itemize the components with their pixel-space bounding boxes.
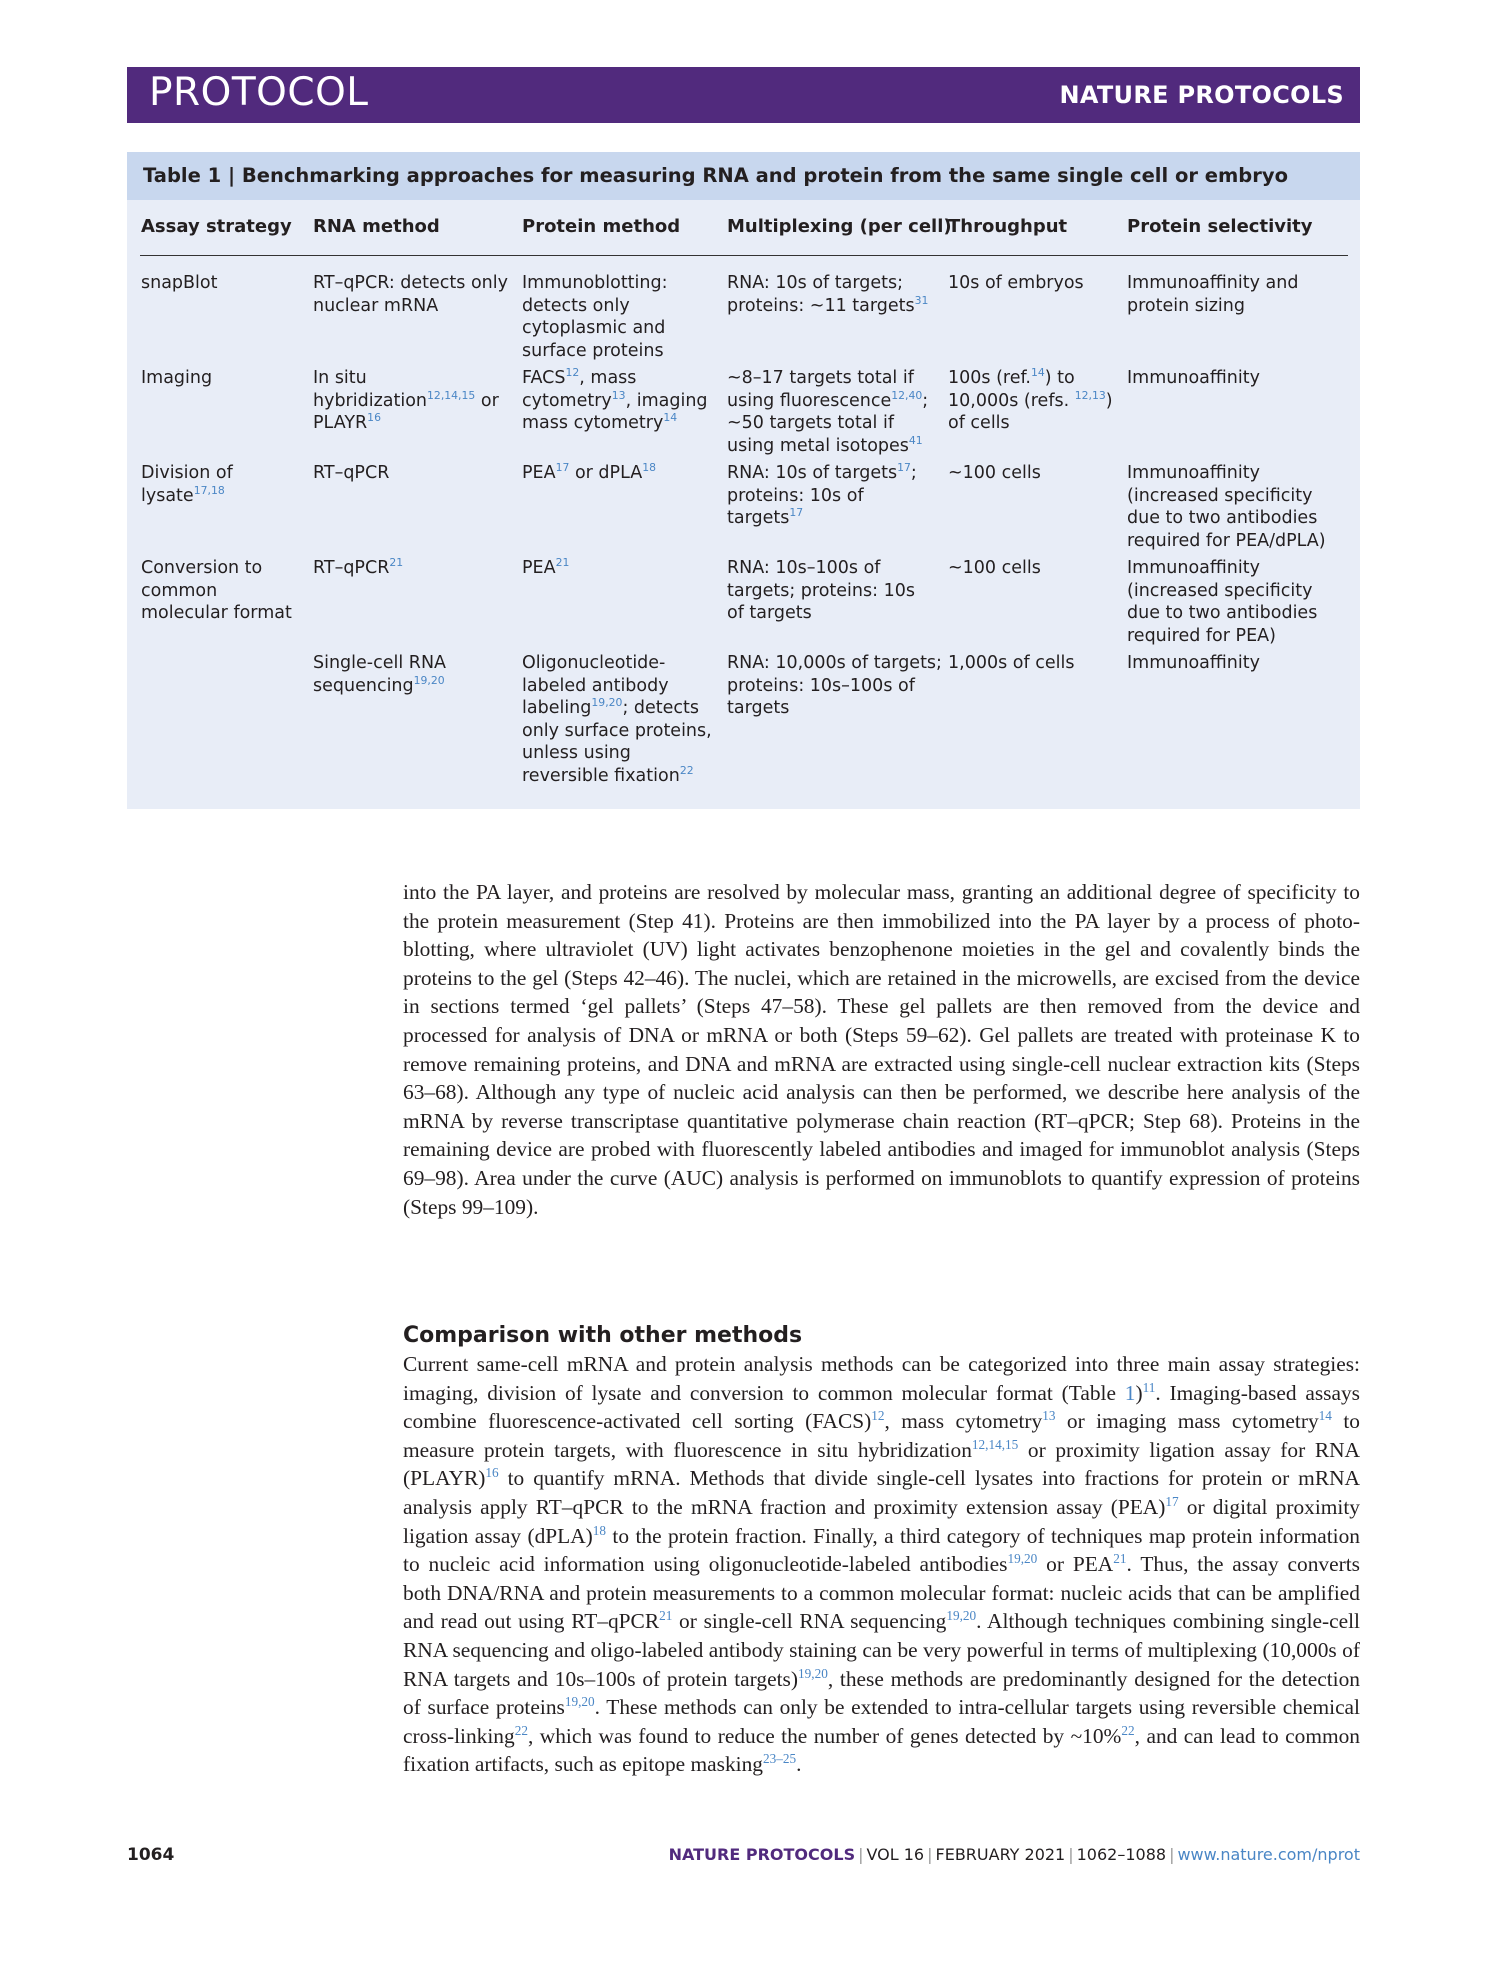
citation-ref[interactable]: 16 (485, 1465, 499, 1481)
page-header (127, 67, 1360, 123)
citation-ref[interactable]: 19,20 (946, 1608, 977, 1624)
text-run: or imaging mass cytometry (1055, 1409, 1319, 1434)
text-run: to the protein fraction. Finally, a third category of techniques map protein information to nucleic acid information using oligonucleotide-labeled antibodies (403, 1523, 1360, 1577)
text-run: , these methods are predominantly designed for the detection of surface proteins (403, 1666, 1360, 1720)
text-run: , which was found to reduce the number of genes detected by ~10% (527, 1723, 1122, 1748)
text-run: . Thus, the assay converts both DNA/RNA and protein measurements to a common molecular format: nucleic acids that can be amplified and read out using RT–qPCR (403, 1552, 1360, 1634)
section-label: PROTOCOL (149, 70, 369, 115)
body-paragraph-1: into the PA layer, and proteins are resolved by molecular mass, granting an additional degree of specificity to the protein measurement (Step 41). Proteins are then immobilized into the PA layer by a process of photo-blotting, where ultraviolet (UV) light activates benzophenone moieties in the gel and covalently binds the proteins to the gel (Steps 42–46). The nuclei, which are retained in the microwells, are excised from the device in sections termed ‘gel pallets’ (Steps 47–58). These gel pallets are then removed from the device and processed for analysis of DNA or mRNA or both (Steps 59–62). Gel pallets are treated with proteinase K to remove remaining proteins, and DNA and mRNA are extracted using single-cell nuclear extraction kits (Steps 63–68). Although any type of nucleic acid analysis can then be performed, we describe here analysis of the mRNA by reverse transcriptase quantitative polymerase chain reaction (RT–qPCR; Step 68). Proteins in the remaining device are probed with fluorescently labeled antibodies and imaged for immunoblot analysis (Steps 69–98). Area under the curve (AUC) analysis is performed on immunoblots to quantify expression of proteins (Steps 99–109). (403, 880, 1360, 1219)
col-header-assay-strategy: Assay strategy (141, 216, 292, 237)
citation-ref[interactable]: 14 (1318, 1408, 1332, 1424)
row1-protein: Immunoblotting: detects only cytoplasmic and surface proteins (522, 273, 668, 361)
footer-url[interactable]: www.nature.com/nprot (1177, 1845, 1360, 1864)
col-header-rna-method: RNA method (313, 216, 440, 237)
text-run: or PEA (1037, 1552, 1114, 1577)
text-run: or single-cell RNA sequencing (672, 1609, 947, 1634)
text-run: to quantify mRNA. Methods that divide single-cell lysates into fractions for protein or mRNA analysis apply RT–qPCR to the mRNA fraction and proximity extension assay (PEA) (403, 1466, 1360, 1519)
table-ref-link[interactable]: 1 (1124, 1380, 1136, 1405)
citation-ref[interactable]: 22 (1121, 1722, 1135, 1738)
row1-strategy: snapBlot (141, 273, 218, 293)
citation-ref[interactable]: 11 (1142, 1379, 1156, 1395)
row3-throughput: ~100 cells (948, 463, 1041, 483)
row5-protein: Oligonucleotide-labeled antibody labeling$^{19,20}$; detects only surface proteins, unless using reversible fixation$^{22}$ (522, 653, 712, 786)
row5-rna: Single-cell RNA sequencing$^{19,20}$ (313, 653, 447, 696)
citation-ref[interactable]: 22 (514, 1722, 528, 1738)
text-run: or proximity ligation assay for RNA (PLAYR) (403, 1437, 1360, 1491)
row3-strategy: Division of lysate$^{17,18}$ (141, 463, 233, 506)
col-header-multiplexing: Multiplexing (per cell) (727, 216, 952, 237)
row4-protein: PEA$^{21}$ (522, 556, 570, 578)
row4-rna: RT–qPCR$^{21}$ (313, 556, 404, 578)
page-number: 1064 (127, 1845, 175, 1865)
citation-ref[interactable]: 12,14,15 (971, 1436, 1019, 1452)
row1-throughput: 10s of embryos (948, 273, 1084, 293)
text-run: . Although techniques combining single-cell RNA sequencing and oligo-labeled antibody staining can be very powerful in terms of multiplexing (10,000s of RNA targets and 10s–100s of protein targets) (403, 1609, 1361, 1691)
row2-throughput: 100s (ref.$^{14}$) to 10,000s (refs. $^{12,13}$) of cells (948, 366, 1113, 433)
row3-selectivity: Immunoaffinity (increased specificity due to two antibodies required for PEA/dPLA) (1127, 463, 1326, 551)
row1-selectivity: Immunoaffinity and protein sizing (1127, 273, 1299, 316)
footer-citation: NATURE PROTOCOLS | VOL 16 | FEBRUARY 2021 | 1062–1088 | www.nature.com/nprot (668, 1845, 1360, 1864)
row3-rna: RT–qPCR (313, 463, 390, 483)
citation-ref[interactable]: 19,20 (1007, 1551, 1038, 1567)
row2-protein: FACS$^{12}$, mass cytometry$^{13}$, imaging mass cytometry$^{14}$ (522, 366, 708, 433)
row2-selectivity: Immunoaffinity (1127, 368, 1260, 388)
journal-name: NATURE PROTOCOLS (1059, 81, 1344, 109)
text-run: ) (1135, 1380, 1143, 1405)
row1-multiplex: RNA: 10s of targets; proteins: ~11 targets$^{31}$ (727, 273, 929, 316)
col-header-protein-method: Protein method (522, 216, 681, 237)
col-header-throughput: Throughput (948, 216, 1068, 237)
citation-ref[interactable]: 13 (1042, 1408, 1056, 1424)
citation-ref[interactable]: 17 (1165, 1493, 1179, 1509)
row2-rna: In situ hybridization$^{12,14,15}$ or PLAYR$^{16}$ (313, 368, 499, 433)
col-header-protein-selectivity: Protein selectivity (1127, 216, 1313, 237)
row4-selectivity: Immunoaffinity (increased specificity due to two antibodies required for PEA) (1127, 558, 1318, 646)
row4-multiplex: RNA: 10s–100s of targets; proteins: 10s of targets (727, 558, 915, 623)
row4-strategy: Conversion to common molecular format (141, 558, 292, 623)
row5-throughput: 1,000s of cells (948, 653, 1075, 673)
text-run: to measure protein targets, with fluorescence in situ hybridization (403, 1409, 1360, 1462)
citation-ref[interactable]: 23–25 (762, 1751, 797, 1767)
row3-multiplex: RNA: 10s of targets$^{17}$; proteins: 10s of targets$^{17}$ (727, 461, 917, 528)
footer-date: FEBRUARY 2021 (935, 1845, 1066, 1864)
section-heading: Comparison with other methods (403, 1323, 803, 1348)
body-paragraph-2 (403, 1350, 1360, 1779)
row1-rna: RT–qPCR: detects only nuclear mRNA (313, 273, 508, 316)
header-rule (140, 255, 1348, 256)
citation-ref[interactable]: 21 (1113, 1551, 1127, 1567)
text-run: , mass cytometry (884, 1409, 1043, 1434)
row5-selectivity: Immunoaffinity (1127, 653, 1260, 673)
table-caption: Table 1 | Benchmarking approaches for measuring RNA and protein from the same single cell or embryo (127, 152, 1360, 200)
citation-ref[interactable]: 21 (659, 1608, 673, 1624)
row5-multiplex: RNA: 10,000s of targets; proteins: 10s–100s of targets (727, 653, 942, 718)
citation-ref[interactable]: 12 (871, 1408, 885, 1424)
row2-multiplex: ~8–17 targets total if using fluorescence$^{12,40}$; ~50 targets total if using metal isotopes$^{41}$ (727, 368, 929, 456)
text-run: , and can lead to common fixation artifacts, such as epitope masking (403, 1723, 1361, 1777)
row4-throughput: ~100 cells (948, 558, 1041, 578)
footer-volume: VOL 16 (866, 1845, 925, 1864)
footer-pages: 1062–1088 (1076, 1845, 1167, 1864)
row2-strategy: Imaging (141, 368, 213, 388)
citation-ref[interactable]: 18 (592, 1522, 607, 1538)
footer-journal: NATURE PROTOCOLS (668, 1845, 856, 1864)
text-run: or digital proximity ligation assay (dPLA) (403, 1494, 1360, 1548)
text-run: . (796, 1752, 802, 1777)
text-run: Current same-cell mRNA and protein analysis methods can be categorized into three main assay strategies: imaging, division of lysate and conversion to common molecular format (Table (403, 1352, 1360, 1405)
row3-protein: PEA$^{17}$ or dPLA$^{18}$ (522, 461, 657, 483)
text-run: . Imaging-based assays combine fluorescence-activated cell sorting (FACS) (403, 1380, 1360, 1434)
citation-ref[interactable]: 19,20 (564, 1694, 595, 1709)
text-run: . These methods can only be extended to intra-cellular targets using reversible chemical cross-linking (403, 1695, 1360, 1748)
citation-ref[interactable]: 19,20 (798, 1665, 828, 1681)
